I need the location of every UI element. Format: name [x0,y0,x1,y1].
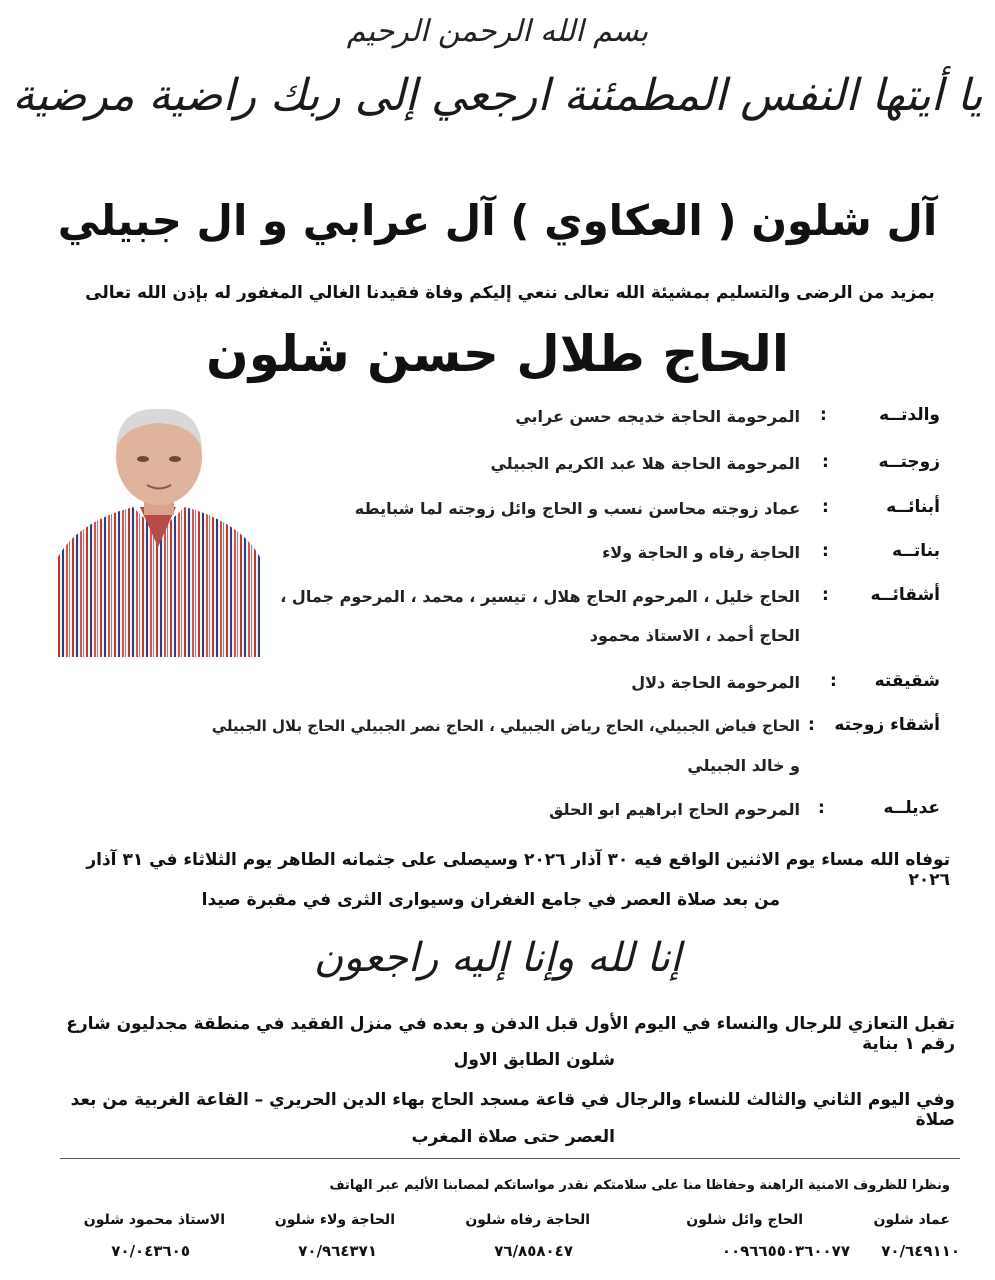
relative-label: أشقائــه [870,585,940,605]
colon: : [822,497,829,517]
contact-name: الحاجة ولاء شلون [274,1212,395,1228]
relative-label: عديلــه [883,798,940,818]
relative-label: بناتــه [891,541,940,561]
colon: : [822,452,829,472]
condolence-p1-line2: شلون الطابق الاول [453,1050,615,1070]
istirja-verse: إنا لله وإنا إليه راجعون [313,935,682,981]
deceased-portrait [58,407,260,657]
contact-phone: ٧٠/٠٤٣٦٠٥ [111,1242,190,1260]
quran-verse: يا أيتها النفس المطمئنة ارجعي إلى ربك راضية مرضية [12,70,983,121]
contact-name: عماد شلون [873,1212,950,1228]
relative-value-cont: الحاج أحمد ، الاستاذ محمود [589,626,800,645]
colon: : [822,541,829,561]
death-notice-line2: من بعد صلاة العصر في جامع الغفران وسيوارى الثرى في مقبرة صيدا [201,890,780,910]
contact-phone: ٧٠/٦٤٩١١٠ [881,1242,960,1260]
colon: : [822,585,829,605]
colon: : [830,671,837,691]
colon: : [808,715,815,735]
family-names-heading: آل شلون ( العكاوي ) آل عرابي و ال جبيلي [57,196,938,245]
relative-label: والدتــه [879,405,940,425]
contact-name: الاستاذ محمود شلون [83,1212,225,1228]
relative-value: الحاجة رفاه و الحاجة ولاء [602,543,800,562]
condolence-p2-line1: وفي اليوم الثاني والثالث للنساء والرجال في قاعة مسجد الحاج بهاء الدين الحريري – القاعة الغربية من بعد صلاة [70,1090,955,1130]
condolence-p1-line1: تقبل التعازي للرجال والنساء في اليوم الأول قبل الدفن و بعده في منزل الفقيد في منطقة مجدليون شارع رقم ١ بناية [66,1014,955,1054]
intro-text: بمزيد من الرضى والتسليم بمشيئة الله تعالى ننعي إليكم وفاة فقيدنا الغالي المغفور له بإذن الله تعالى [85,283,935,303]
relative-value: المرحوم الحاج ابراهيم ابو الحلق [549,800,800,819]
contact-phone: ٧٠/٩٦٤٣٧١ [298,1242,377,1260]
relative-value: الحاج فياض الجبيلي، الحاج رياض الجبيلي ، الحاج نصر الجبيلي الحاج بلال الجبيلي [211,717,800,735]
colon: : [818,798,825,818]
relative-value: المرحومة الحاجة خديجه حسن عرابي [515,407,800,426]
contact-name: الحاجة رفاه شلون [465,1212,590,1228]
death-notice-line1: توفاه الله مساء يوم الاثنين الواقع فيه ٣٠ آذار ٢٠٢٦ وسيصلى على جثمانه الطاهر يوم الثلاثاء في ٣١ آذار ٢٠٢٦ [86,850,950,890]
contact-phone: ٠٠٩٦٦٥٥٠٣٦٠٠٧٧ [721,1242,850,1260]
relative-label: زوجتــه [878,452,940,472]
relative-label: شقيقته [874,671,940,691]
relative-value-cont: و خالد الجبيلي [687,756,800,775]
contact-phone: ٧٦/٨٥٨٠٤٧ [494,1242,573,1260]
contact-name: الحاج وائل شلون [686,1212,803,1228]
divider [60,1158,960,1159]
basmala: بسم الله الرحمن الرحيم [346,14,649,49]
deceased-name: الحاج طلال حسن شلون [206,325,789,383]
relative-label: أبنائــه [886,497,940,517]
portrait-image [58,407,260,657]
relative-label: أشقاء زوجته [834,715,940,735]
relative-value: عماد زوجته محاسن نسب و الحاج وائل زوجته لما شبايطه [354,499,800,518]
relative-value: المرحومة الحاجة هلا عبد الكريم الجبيلي [490,454,800,473]
colon: : [820,405,827,425]
relative-value: المرحومة الحاجة دلال [631,673,800,692]
footer-note: ونظرا للظروف الامنية الراهنة وحفاظا منا على سلامتكم نقدر مواساتكم لمصابنا الأليم عبر الهاتف [329,1178,950,1193]
condolence-p2-line2: العصر حتى صلاة المغرب [411,1127,615,1147]
relative-value: الحاج خليل ، المرحوم الحاج هلال ، تيسير ، محمد ، المرحوم جمال ، [280,587,800,606]
